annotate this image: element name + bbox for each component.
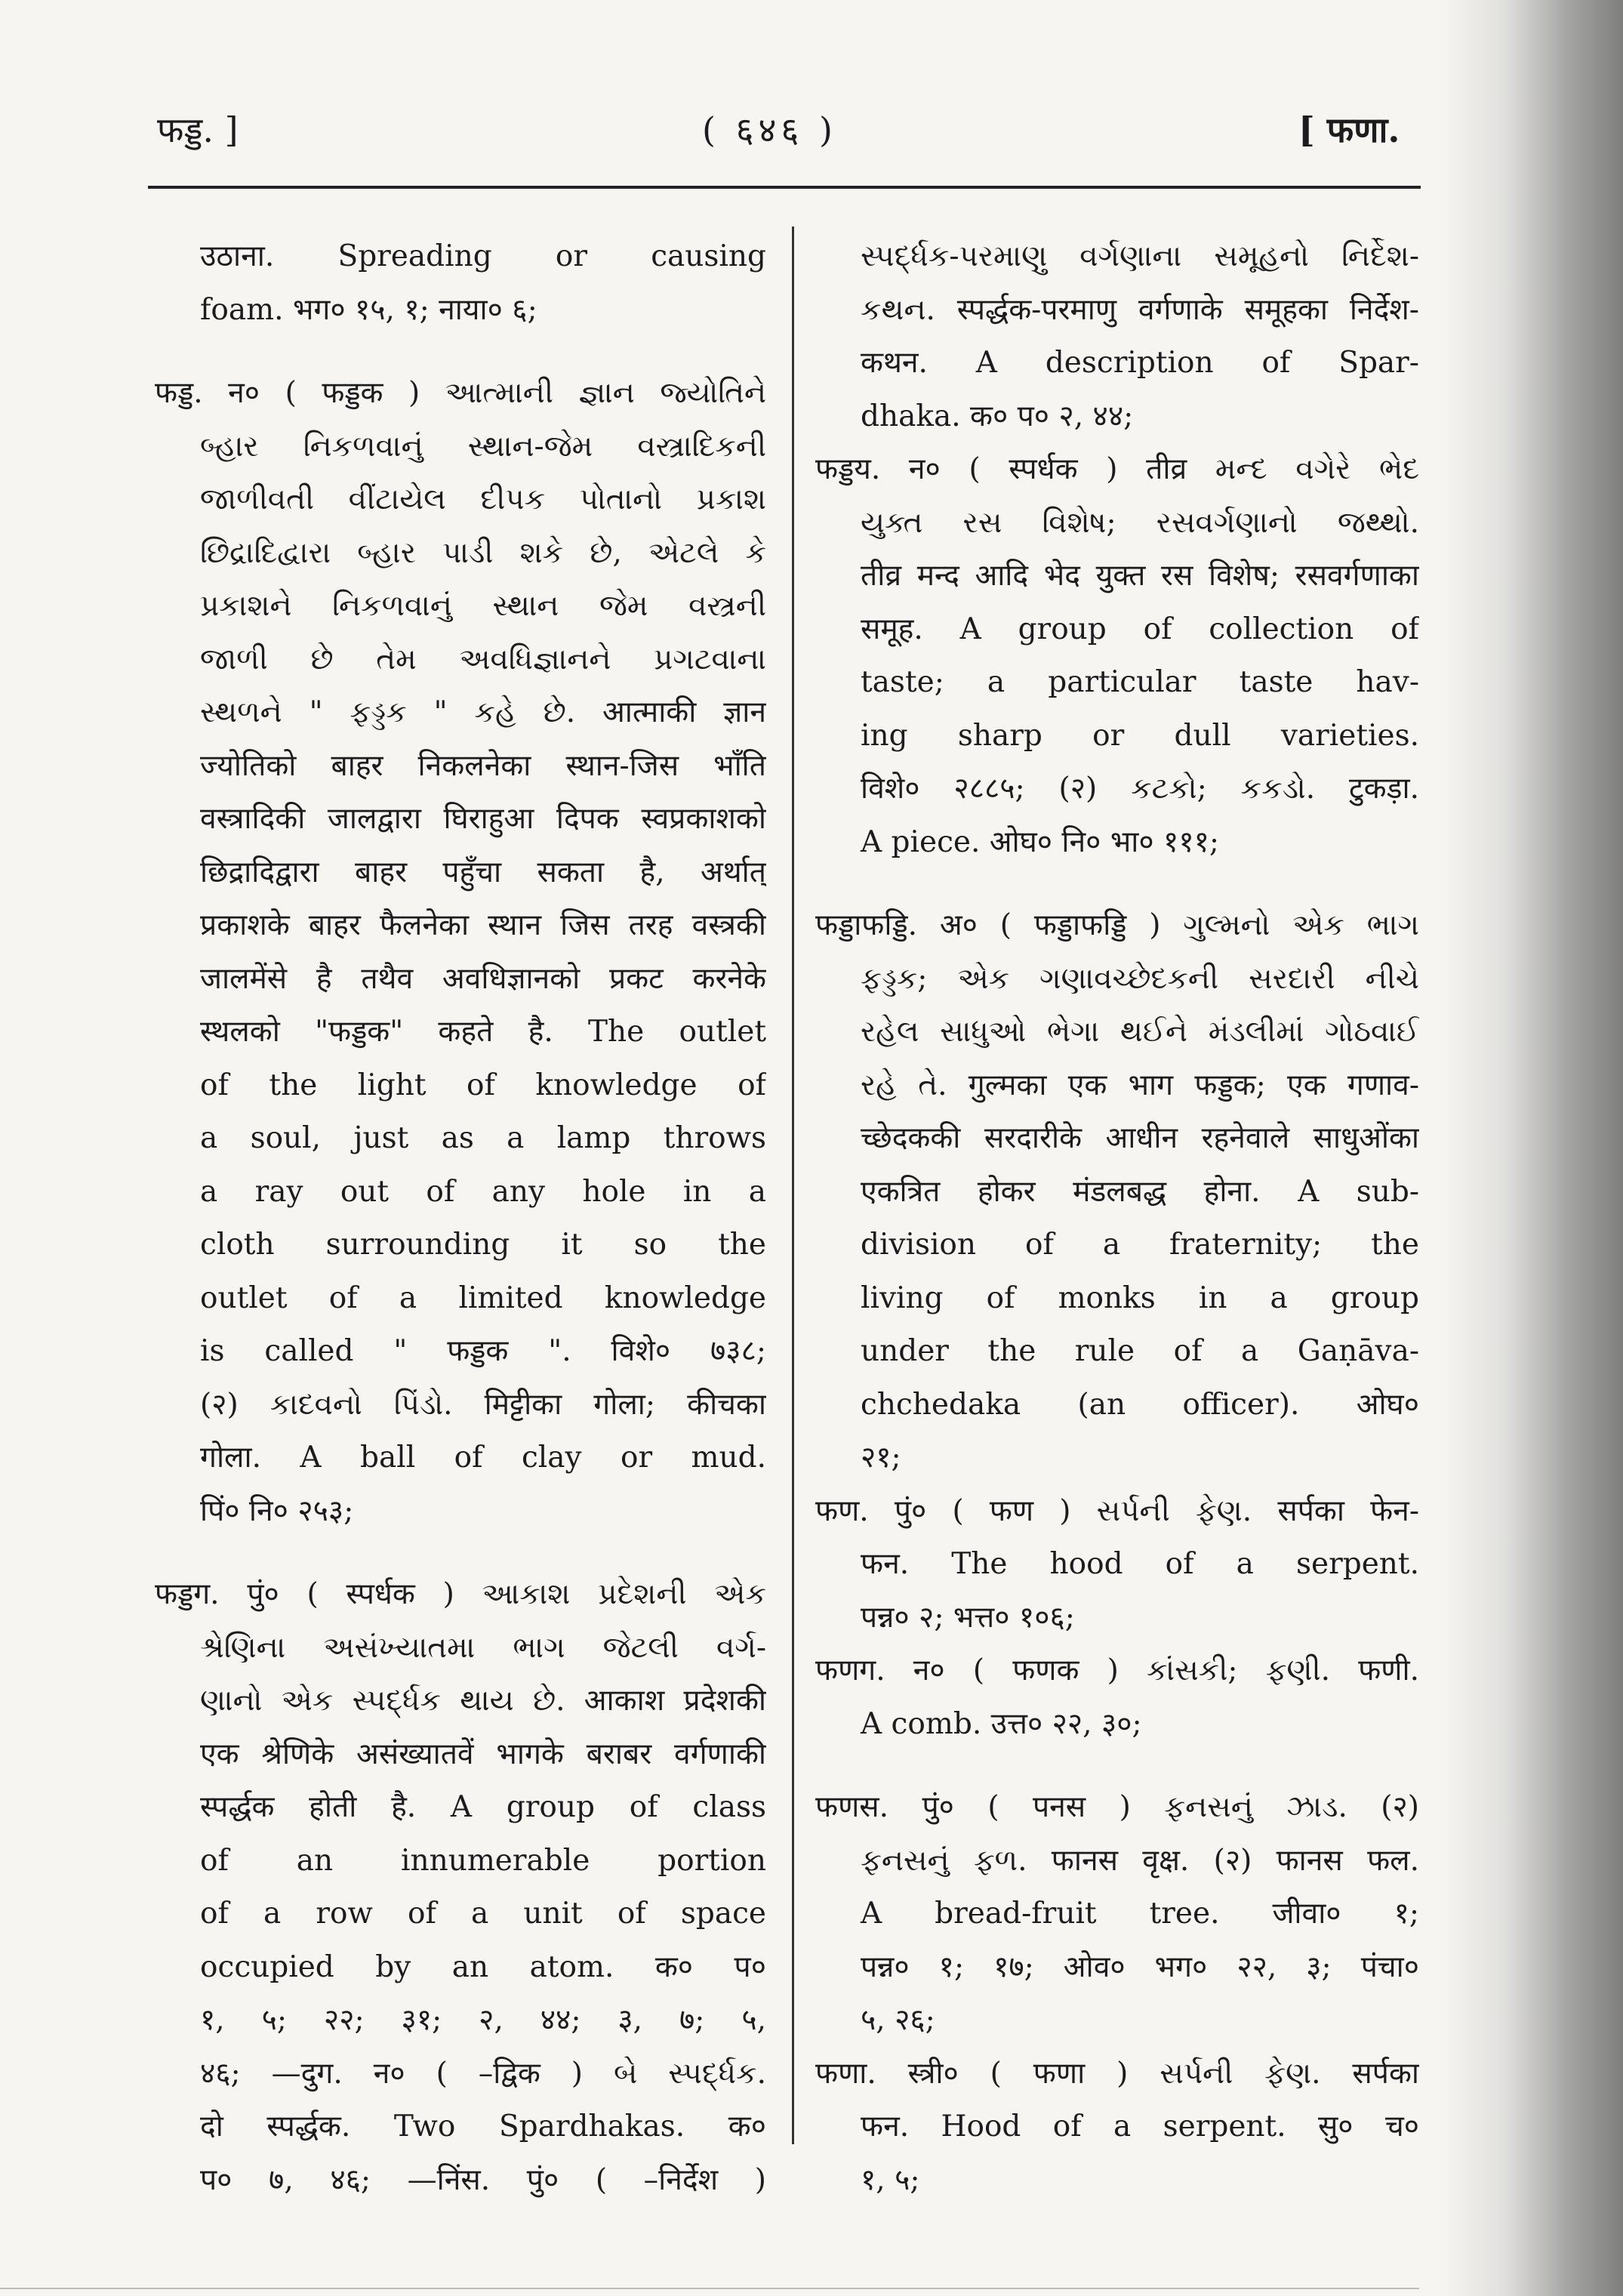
entry-line: जालमेंसे है तथैव अवधिज्ञानको प्रकट करनेके	[200, 961, 766, 996]
entry-line: under the rule of a Gaṇāva-	[861, 1334, 1419, 1368]
entry-headword-line: फड्ड. न० ( फड्डक ) આત્માની જ્ઞાન જ્યોતિને	[155, 376, 766, 410]
entry-line: foam. भग० १५, १; नाया० ६;	[200, 292, 537, 327]
entry-headword-line: फणस. पुं० ( पनस ) ફનસનું ઝાડ. (२)	[815, 1790, 1419, 1824]
entry-line: फन. The hood of a serpent.	[861, 1547, 1419, 1581]
entry-headword-line: फड्डग. पुं० ( स्पर्धक ) આકાશ પ્રદેશની એક	[155, 1577, 766, 1611]
entry-headword-line: फणा. स्त्री० ( फणा ) સર્પની ફેણ. सर्पका	[815, 2056, 1419, 2091]
left-column	[155, 230, 766, 2207]
entry-line: ણાનો એક સ્પર્દ્ધક થાય છે. आकाश प्रदेशकी	[200, 1684, 766, 1718]
entry-line: दो स्पर्द्धक. Two Spardhakas. क०	[200, 2110, 766, 2143]
entry-line: ફનસનું ફળ. फानस वृक्ष. (२) फानस फल.	[861, 1843, 1419, 1878]
entry-line: २१;	[861, 1441, 901, 1475]
entry-line: ing sharp or dull varieties.	[861, 718, 1419, 753]
entry-line: च्छेदककी सरदारीके आधीन रहनेवाले साधुओंका	[861, 1121, 1419, 1155]
entry-line: સ્પર્દ્ધક-પરમાણુ વર્ગણાના સમૂહનો નિર્દેશ-	[861, 239, 1419, 273]
entry-line: શ્રેણિના અસંખ્યાતમા ભાગ જેટલી વર્ગ-	[200, 1630, 766, 1665]
entry-line: ફડ્ડક; એક ગણાવચ્છેદકની સરદારી નીચે	[861, 961, 1419, 996]
entry-line: of an innumerable portion	[200, 1843, 766, 1878]
entry-gap	[815, 869, 1419, 899]
entry-line: A piece. ओघ० नि० भा० १११;	[861, 824, 1220, 859]
entry-line: पन्न० २; भत्त० १०६;	[861, 1600, 1075, 1635]
entry-line: A comb. उत्त० २२, ३०;	[861, 1706, 1142, 1741]
entry-line: गोला. A ball of clay or mud.	[200, 1441, 766, 1475]
entry-line: कथन. A description of Spar-	[861, 346, 1419, 380]
entry-line: समूह. A group of collection of	[861, 612, 1419, 646]
entry-line: तीव्र मन्द आदि भेद युक्त रस विशेष; रसवर्गणाका	[861, 559, 1419, 593]
entry-line: ४६; —दुग. न० ( –द्विक ) બે સ્પર્દ્ધક.	[200, 2056, 766, 2091]
entry-line: पिं० नि० २५३;	[200, 1493, 354, 1528]
entry-line: ज्योतिको बाहर निकलनेका स्थान-जिस भाँति	[200, 748, 766, 783]
entry-line: સ્થળને " ફડ્ડક " કહે છે. आत्माकी ज्ञान	[200, 695, 766, 729]
entry-line: उठाना. Spreading or causing	[200, 239, 766, 273]
entry-line: एकत्रित होकर मंडलबद्ध होना. A sub-	[861, 1174, 1419, 1209]
entry-line: outlet of a limited knowledge	[200, 1281, 766, 1315]
entry-line: (२) કાદવનો પિંડો. मिट्टीका गोला; कीचका	[200, 1387, 766, 1422]
entry-line: chchedaka (an officer). ओघ०	[861, 1387, 1419, 1422]
entry-line: પ્રકાશને નિકળવાનું સ્થાન જેમ વસ્ત્રની	[200, 589, 766, 623]
entry-line: एक श्रेणिके असंख्यातवें भागके बराबर वर्गणाकी	[200, 1737, 766, 1771]
right-column	[815, 230, 1419, 2207]
entry-line: स्थलको "फड्डक" कहते है. The outlet	[200, 1015, 766, 1049]
entry-gap	[155, 1538, 766, 1568]
entry-line: प्रकाशके बाहर फैलनेका स्थान जिस तरह वस्त्रकी	[200, 908, 766, 942]
entry-headword-line: फणग. न० ( फणक ) કાંસકી; ફણી. फणी.	[815, 1653, 1419, 1687]
entry-line: पन्न० १; १७; ओव० भग० २२, ३; पंचा०	[861, 1949, 1419, 1984]
entry-line: प० ७, ४६; —निंस. पुं० ( –निर्देश )	[200, 2162, 766, 2197]
entry-line: living of monks in a group	[861, 1281, 1419, 1315]
entry-line: જાળી છે તેમ અવધિજ્ઞાનને પ્રગટવાના	[200, 642, 766, 676]
entry-line: a soul, just as a lamp throws	[200, 1121, 766, 1155]
running-head-right: [ फणा.	[1298, 109, 1400, 150]
entry-line: स्पर्द्धक होती है. A group of class	[200, 1790, 766, 1824]
entry-headword-line: फड्डाफड्डि. अ० ( फड्डाफड्डि ) ગુલ્મનો એક ભાગ	[815, 908, 1419, 942]
entry-line: ५, २६;	[861, 2003, 935, 2037]
running-head-left: फड्ड. ]	[157, 109, 239, 150]
entry-line: રહેલ સાધુઓ ભેગા થઈને મંડલીમાં ગોઠવાઈ	[861, 1015, 1419, 1049]
header-rule	[148, 186, 1421, 189]
page-number: ( ६४६ )	[702, 109, 837, 150]
entry-line: બ્હાર નિકળવાનું સ્થાન-જેમ વસ્ત્રાદિકની	[200, 429, 766, 464]
page-bottom-edge	[0, 2288, 1419, 2289]
entry-line: १, ५;	[861, 2162, 920, 2197]
entry-line: છિદ્રાદિદ્વારા બ્હાર પાડી શકે છે, એટલે કે	[200, 535, 766, 570]
entry-line: of the light of knowledge of	[200, 1068, 766, 1102]
entry-line: taste; a particular taste hav-	[861, 665, 1419, 699]
entry-line: of a row of a unit of space	[200, 1897, 766, 1931]
entry-line: वस्त्रादिकी जालद्वारा घिराहुआ दिपक स्वप्रकाशको	[200, 802, 766, 836]
entry-gap	[155, 337, 766, 367]
entry-line: A bread-fruit tree. जीवा० १;	[861, 1897, 1419, 1931]
entry-line: કથન. स्पर्द्धक-परमाणु वर्गणाके समूहका निर्देश-	[861, 292, 1419, 327]
entry-line: छिद्रादिद्वारा बाहर पहुँचा सकता है, अर्थात्	[200, 855, 766, 889]
column-divider	[792, 227, 794, 2144]
book-gutter-shadow	[1442, 0, 1623, 2296]
entry-headword-line: फड्डय. न० ( स्पर्धक ) तीव्र મન્દ વગેરે ભેદ	[815, 452, 1419, 486]
entry-line: યુક્ત રસ વિશેષ; રસવર્ગણાનો જથ્થો.	[861, 505, 1419, 540]
entry-line: જાળીવતી વીંટાયેલ દીપક પોતાનો પ્રકાશ	[200, 482, 766, 516]
entry-line: dhaka. क० प० २, ४४;	[861, 399, 1134, 433]
entry-line: विशे० २८८५; (२) કટકો; કકડો. टुकड़ा.	[861, 772, 1419, 806]
entry-line: division of a fraternity; the	[861, 1228, 1419, 1262]
entry-line: १, ५; २२; ३१; २, ४४; ३, ७; ५,	[200, 2003, 766, 2037]
entry-line: occupied by an atom. क० प०	[200, 1949, 766, 1984]
entry-gap	[815, 1751, 1419, 1781]
entry-headword-line: फण. पुं० ( फण ) સર્પની ફેણ. सर्पका फेन-	[815, 1493, 1419, 1528]
entry-line: a ray out of any hole in a	[200, 1174, 766, 1209]
entry-line: cloth surrounding it so the	[200, 1228, 766, 1262]
entry-line: फन. Hood of a serpent. सु० च०	[861, 2110, 1419, 2143]
entry-line: is called " फड्डक ". विशे० ७३८;	[200, 1334, 766, 1368]
entry-line: રહે તે. गुल्मका एक भाग फड्डक; एक गणाव-	[861, 1068, 1419, 1102]
